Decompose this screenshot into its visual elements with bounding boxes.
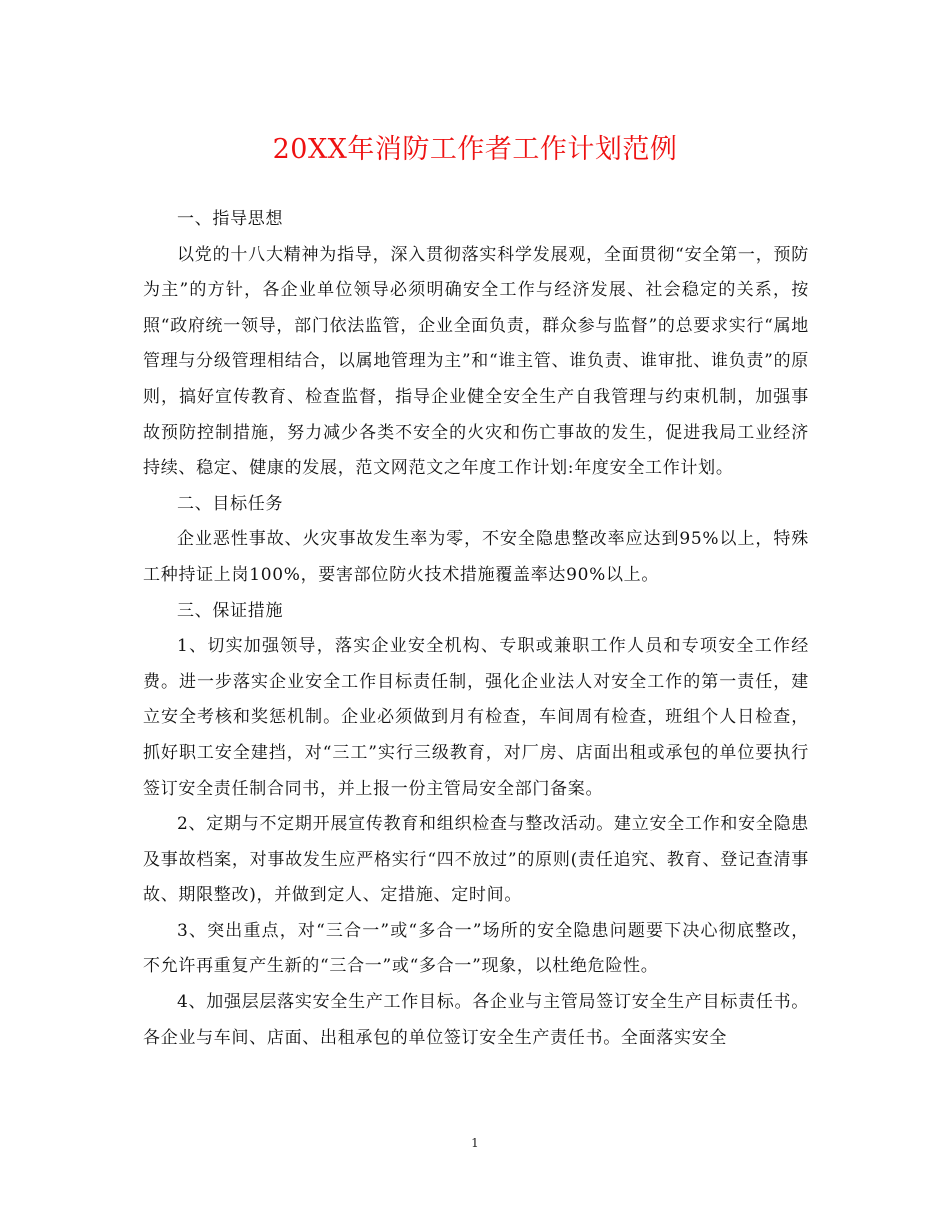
paragraph-measure-3: 3、突出重点，对“三合一”或“多合一”场所的安全隐患问题要下决心彻底整改，不允许再重复产生新的“三合一”或“多合一”现象，以杜绝危险性。 xyxy=(143,920,809,977)
document-title: 20XX年消防工作者工作计划范例 xyxy=(272,134,678,165)
page-number: 1 xyxy=(471,1136,479,1150)
document-body xyxy=(143,202,809,1056)
paragraph-measure-4: 4、加强层层落实安全生产工作目标。各企业与主管局签订安全生产目标责任书。各企业与车间、店面、出租承包的单位签订安全生产责任书。全面落实安全 xyxy=(143,992,809,1048)
paragraph-measure-1: 1、切实加强领导，落实企业安全机构、专职或兼职工作人员和专项安全工作经费。进一步落实企业安全工作目标责任制，强化企业法人对安全工作的第一责任，建立安全考核和奖惩机制。企业必须做到月有检查，车间周有检查，班组个人日检查，抓好职工安全建挡，对“三工”实行三级教育，对厂房、店面出租或承包的单位要执行签订安全责任制合同书，并上报一份主管局安全部门备案。 xyxy=(143,636,809,799)
paragraph-guiding-ideology: 以党的十八大精神为指导，深入贯彻落实科学发展观，全面贯彻“安全第一，预防为主”的方针，各企业单位领导必须明确安全工作与经济发展、社会稳定的关系，按照“政府统一领导，部门依法监管，企业全面负责，群众参与监督”的总要求实行“属地管理与分级管理相结合，以属地管理为主”和“谁主管、谁负责、谁审批、谁负责”的原则，搞好宣传教育、检查监督，指导企业健全安全生产自我管理与约束机制，加强事故预防控制措施，努力减少各类不安全的火灾和伤亡事故的发生，促进我局工业经济持续、稳定、健康的发展，范文网范文之年度工作计划:年度安全工作计划。 xyxy=(143,244,809,479)
section-heading-guiding-ideology: 一、指导思想 xyxy=(177,209,284,229)
section-heading-measures: 三、保证措施 xyxy=(177,600,284,621)
paragraph-measure-2: 2、定期与不定期开展宣传教育和组织检查与整改活动。建立安全工作和安全隐患及事故档案，对事故发生应严格实行“四不放过”的原则(责任追究、教育、登记查清事故、期限整改)，并做到定人、定措施、定时间。 xyxy=(143,814,809,906)
paragraph-goals: 企业恶性事故、火灾事故发生率为零，不安全隐患整改率应达到95%以上，特殊工种持证上岗100%，要害部位防火技术措施覆盖率达90%以上。 xyxy=(143,529,809,585)
section-heading-goals: 二、目标任务 xyxy=(177,493,284,514)
